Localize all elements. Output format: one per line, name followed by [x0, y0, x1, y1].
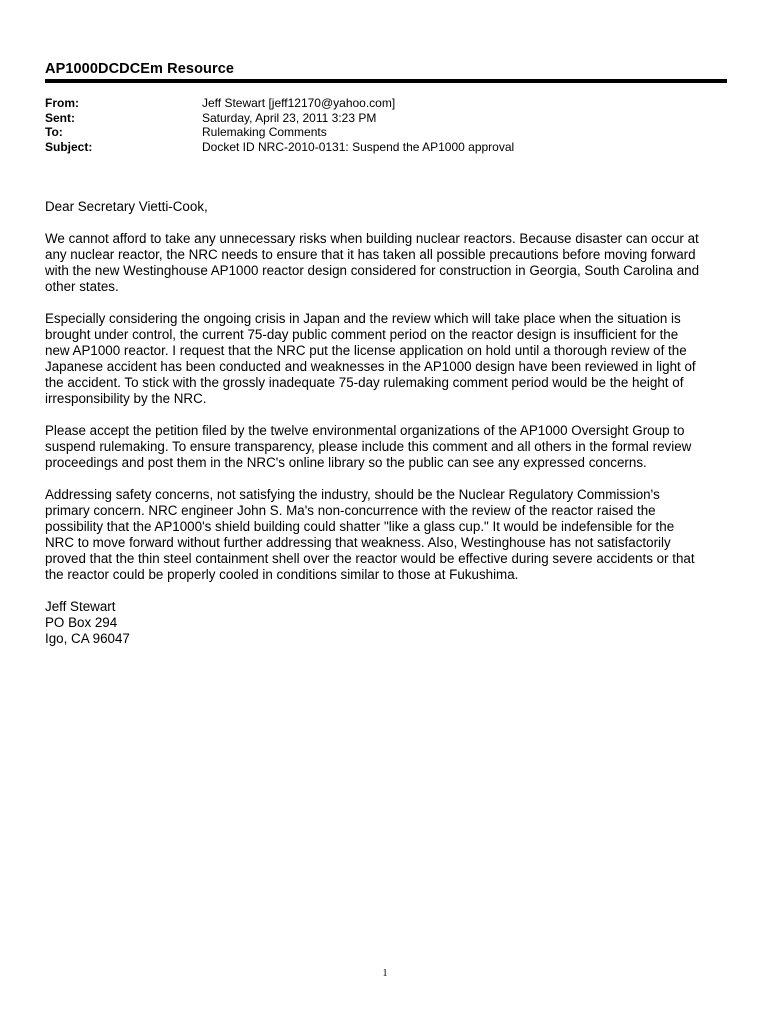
signature [45, 599, 730, 647]
paragraph-4 [45, 487, 730, 583]
subject-value: Docket ID NRC-2010-0131: Suspend the AP1000 approval [202, 139, 515, 154]
paragraph-line: the reactor could be properly cooled in conditions similar to those at Fukushima. [45, 567, 519, 582]
from-value: Jeff Stewart [jeff12170@yahoo.com] [202, 96, 396, 110]
paragraph-line: the accident. To stick with the grossly inadequate 75-day rulemaking comment period would be the height of [45, 375, 684, 390]
paragraph-3 [45, 423, 730, 471]
signature-address-line-1: PO Box 294 [45, 615, 118, 630]
signature-name: Jeff Stewart [45, 599, 116, 614]
to-value: Rulemaking Comments [202, 125, 327, 139]
paragraph-line: proved that the thin steel containment shell over the reactor would be effective during severe accidents or that [45, 551, 695, 566]
paragraph-line: We cannot afford to take any unnecessary risks when building nuclear reactors. Because disaster can occur at [45, 231, 699, 246]
paragraph-line: Especially considering the ongoing crisis in Japan and the review which will take place when the situation is [45, 311, 681, 326]
paragraph-line: any nuclear reactor, the NRC needs to ensure that it has taken all possible precautions before moving forward [45, 247, 696, 262]
paragraph-line: primary concern. NRC engineer John S. Ma's non-concurrence with the review of the reactor raised the [45, 503, 656, 518]
paragraph-line: Please accept the petition filed by the twelve environmental organizations of the AP1000 Oversight Group to [45, 423, 685, 438]
subject-label: Subject: [45, 139, 93, 154]
to-label: To: [45, 125, 63, 139]
sent-value: Saturday, April 23, 2011 3:23 PM [202, 110, 377, 125]
paragraph-line: brought under control, the current 75-day public comment period on the reactor design is insufficient for the [45, 327, 679, 342]
paragraph-line: proceedings and post them in the NRC's online library so the public can see any expressed concerns. [45, 455, 647, 470]
title-rule [45, 79, 727, 83]
paragraph-line: new AP1000 reactor. I request that the NRC put the license application on hold until a thorough review of the [45, 343, 687, 358]
sent-label: Sent: [45, 110, 75, 125]
signature-address-line-2: Igo, CA 96047 [45, 631, 130, 646]
paragraph-line: NRC to move forward without further addressing that weakness. Also, Westinghouse has not satisfactorily [45, 535, 671, 550]
paragraph-line: with the new Westinghouse AP1000 reactor design considered for construction in Georgia, South Carolina and [45, 263, 700, 278]
paragraph-1 [45, 231, 730, 295]
email-header [45, 96, 514, 154]
to-row [45, 125, 514, 140]
paragraph-line: suspend rulemaking. To ensure transparency, please include this comment and all others in the formal review [45, 439, 692, 454]
page-number: 1 [382, 968, 388, 979]
paragraph-line: possibility that the AP1000's shield building could shatter "like a glass cup." It would be indefensible for the [45, 519, 675, 534]
paragraph-line: Addressing safety concerns, not satisfying the industry, should be the Nuclear Regulatory Commission's [45, 487, 660, 502]
paragraph-line: irresponsibility by the NRC. [45, 391, 207, 406]
email-body [45, 199, 730, 663]
paragraph-2 [45, 311, 730, 407]
paragraph-line: other states. [45, 279, 119, 294]
sent-row [45, 111, 514, 126]
greeting: Dear Secretary Vietti-Cook, [45, 199, 208, 214]
paragraph-line: Japanese accident has been conducted and weaknesses in the AP1000 design have been reviewed in light of [45, 359, 696, 374]
subject-row [45, 140, 514, 155]
from-row [45, 96, 514, 111]
document-title: AP1000DCDCEm Resource [45, 61, 235, 77]
from-label: From: [45, 96, 79, 110]
